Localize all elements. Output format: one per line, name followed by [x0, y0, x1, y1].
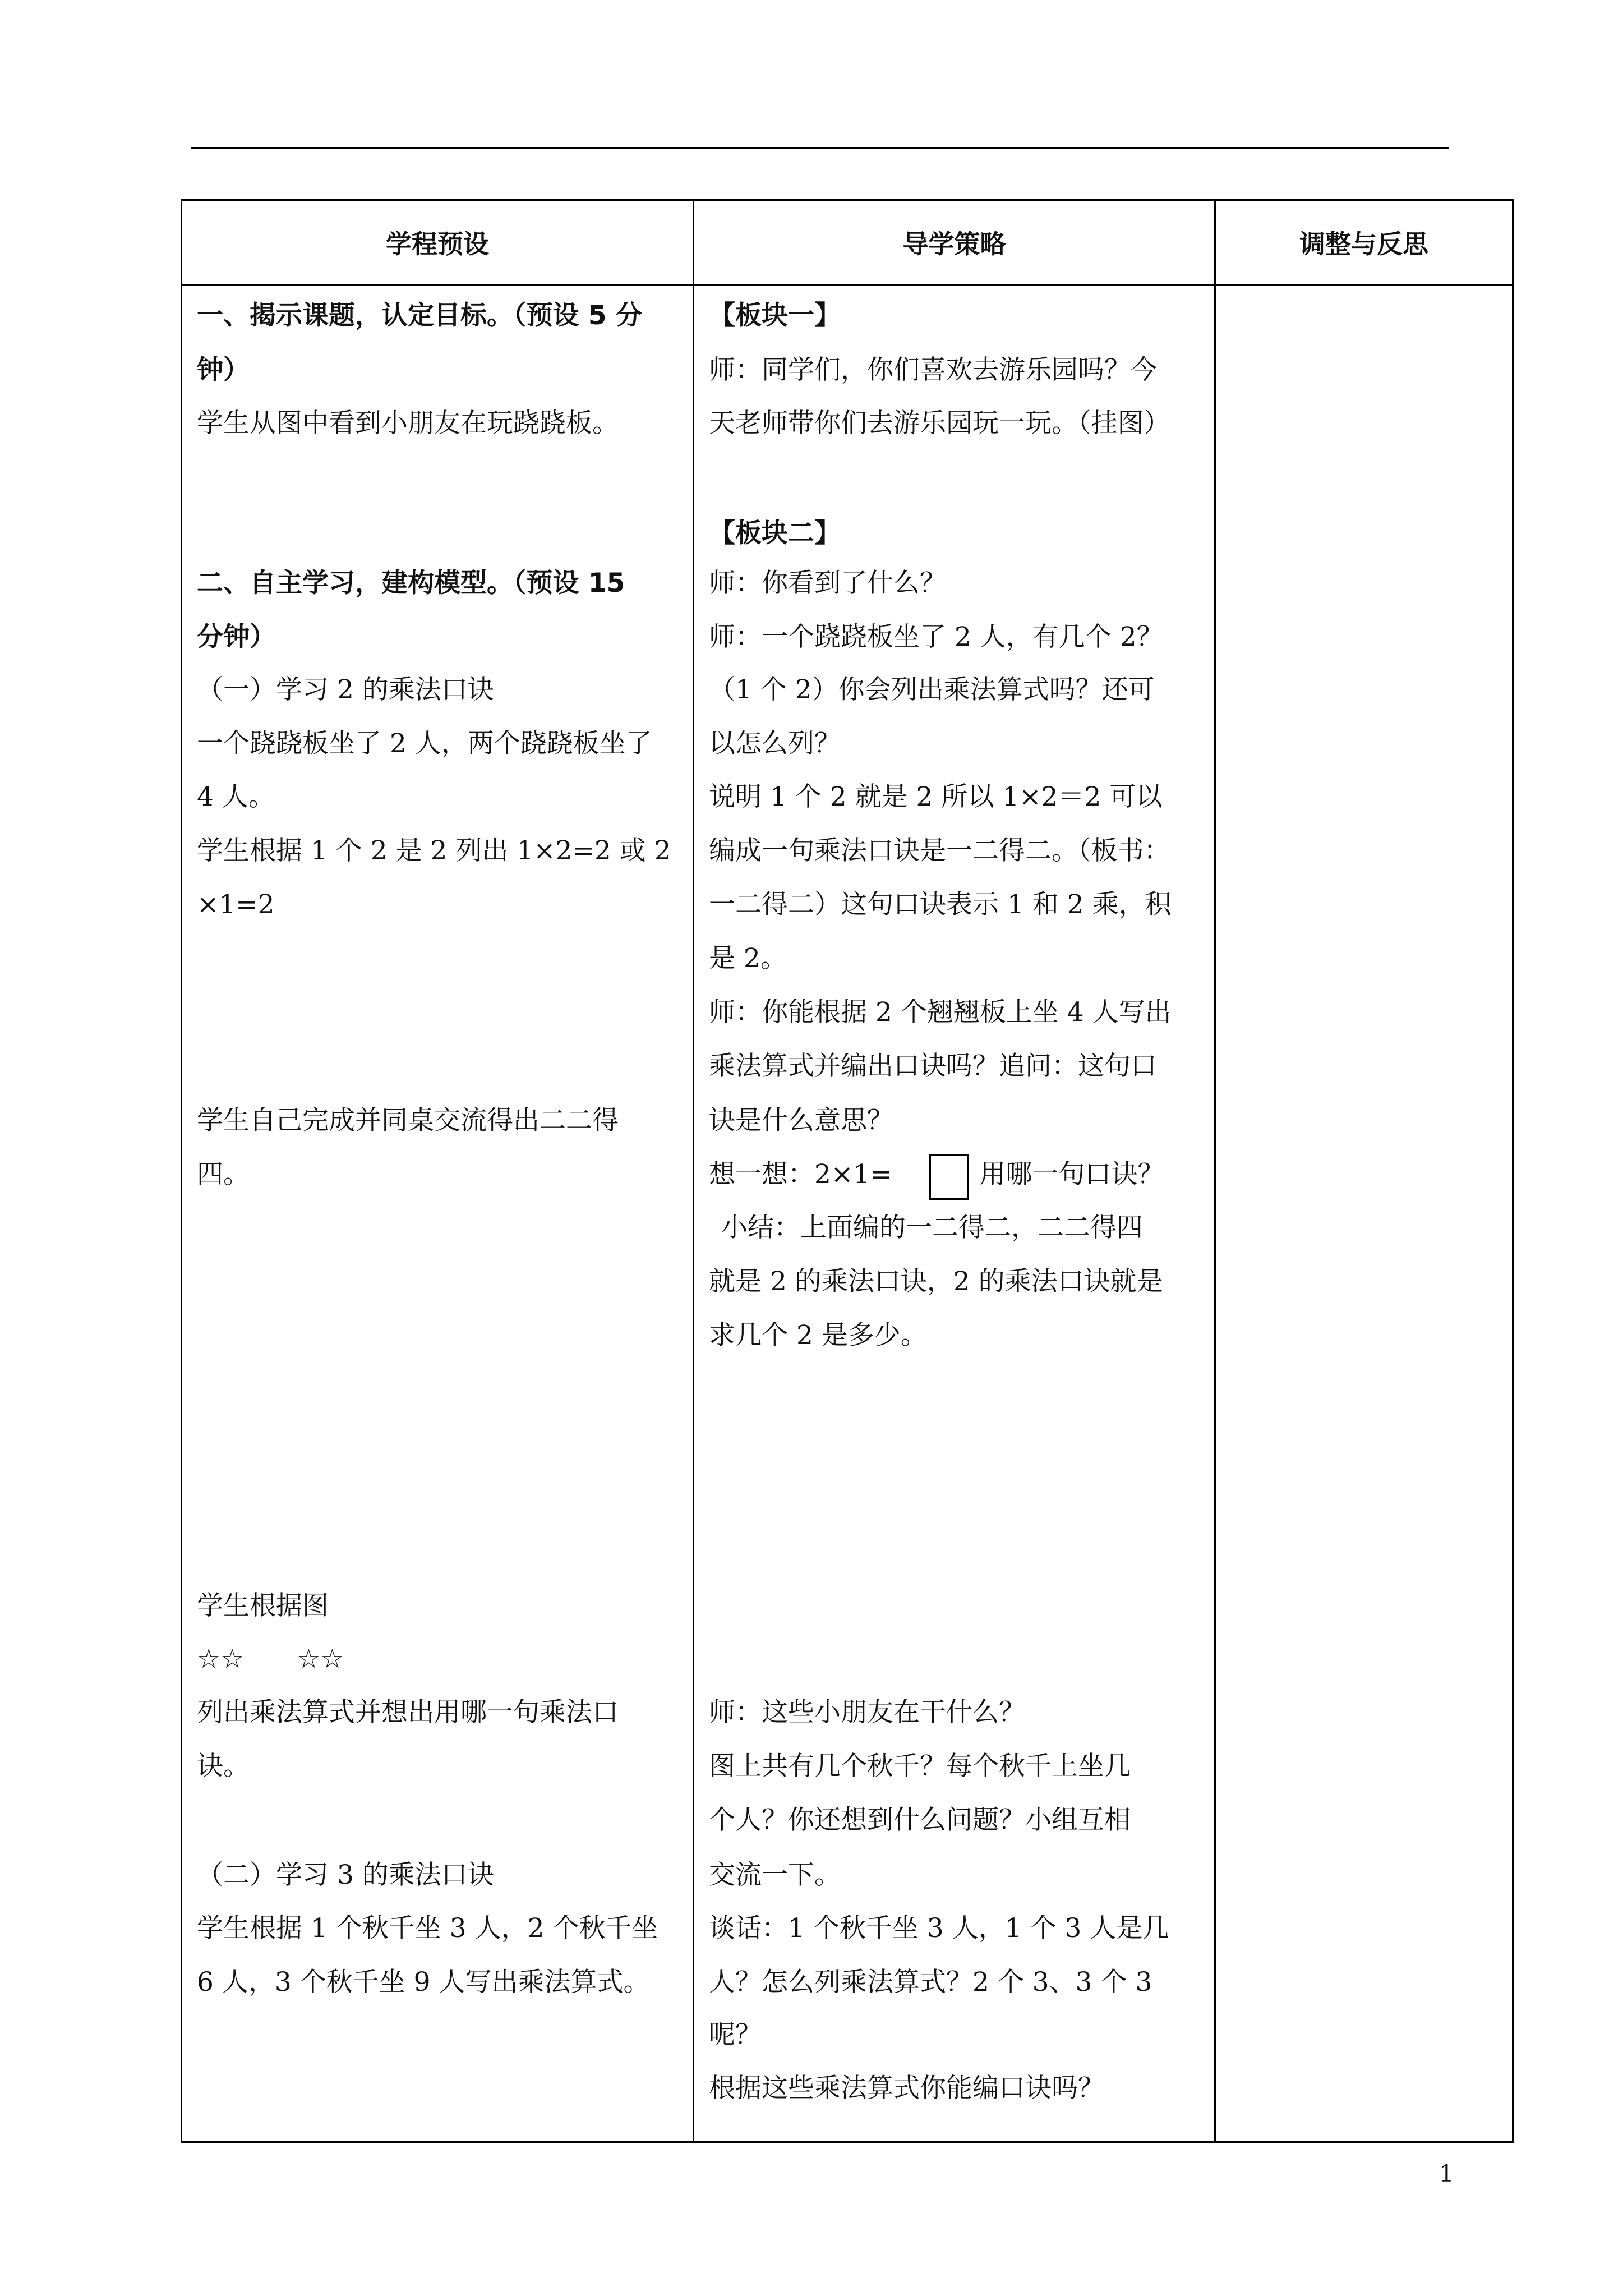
strategy-line: 个人？你还想到什么问题？小组互相 [709, 1805, 1131, 1835]
learning-preset-cell [182, 285, 694, 2142]
preset-line: ×1=2 [197, 889, 275, 920]
strategy-line: 说明 1 个 2 就是 2 所以 1×2＝2 可以 [709, 781, 1163, 812]
header-guidance-strategy: 导学策略 [694, 200, 1215, 285]
strategy-line: 【板块一】 [709, 300, 841, 331]
preset-line: ☆☆ ☆☆ [197, 1644, 344, 1674]
preset-line: 分钟） [197, 622, 276, 652]
page-number: 1 [1439, 2160, 1454, 2187]
table-header-row [182, 200, 1513, 285]
strategy-line: 呢？ [709, 2019, 762, 2050]
preset-line: 一个跷跷板坐了 2 人，两个跷跷板坐了 [197, 728, 652, 759]
strategy-line: 求几个 2 是多少。 [709, 1320, 927, 1351]
preset-line: 四。 [197, 1159, 250, 1190]
strategy-line: 【板块二】 [709, 518, 841, 549]
preset-line: 学生自己完成并同桌交流得出二二得 [197, 1105, 619, 1136]
preset-line: 学生从图中看到小朋友在玩跷跷板。 [197, 408, 619, 439]
strategy-line: 师：你看到了什么？ [709, 568, 946, 599]
strategy-line: 根据这些乘法算式你能编口诀吗？ [709, 2073, 1104, 2104]
preset-line: 学生根据 1 个秋千坐 3 人，2 个秋千坐 [197, 1913, 658, 1944]
strategy-line: 一二得二）这句口诀表示 1 和 2 乘，积 [709, 889, 1172, 920]
header-learning-preset: 学程预设 [182, 200, 694, 285]
preset-line: 诀。 [197, 1751, 250, 1782]
preset-line: 6 人，3 个秋千坐 9 人写出乘法算式。 [197, 1967, 650, 1998]
strategy-line: 师：一个跷跷板坐了 2 人，有几个 2？ [709, 622, 1163, 652]
strategy-line: 谈话：1 个秋千坐 3 人，1 个 3 人是几 [709, 1913, 1169, 1944]
preset-line: 列出乘法算式并想出用哪一句乘法口 [197, 1697, 619, 1728]
preset-line: （一）学习 2 的乘法口诀 [197, 674, 494, 705]
preset-line: 学生根据 1 个 2 是 2 列出 1×2=2 或 2 [197, 835, 671, 866]
preset-line: 一、揭示课题，认定目标。（预设 5 分 [197, 300, 642, 331]
header-rule [191, 147, 1449, 149]
strategy-line: 天老师带你们去游乐园玩一玩。（挂图） [709, 408, 1170, 439]
preset-line: 二、自主学习，建构模型。（预设 15 [197, 568, 625, 599]
strategy-line: 诀是什么意思？ [709, 1105, 893, 1136]
strategy-line: 以怎么列？ [709, 728, 841, 759]
preset-line: 学生根据图 [197, 1590, 329, 1621]
strategy-line: 人？怎么列乘法算式？2 个 3、3 个 3 [709, 1967, 1152, 1998]
strategy-line: 是 2。 [709, 943, 787, 974]
preset-line: 钟） [197, 355, 250, 385]
table-body-row [182, 285, 1513, 2142]
strategy-line: 图上共有几个秋千？每个秋千上坐几 [709, 1751, 1131, 1782]
preset-line: 4 人。 [197, 781, 275, 812]
strategy-line: （1 个 2）你会列出乘法算式吗？还可 [709, 674, 1155, 705]
lesson-plan-table [181, 199, 1514, 2143]
strategy-line: 师：这些小朋友在干什么？ [709, 1697, 1025, 1728]
adjust-reflect-cell [1215, 285, 1513, 2142]
guidance-strategy-cell [694, 285, 1215, 2142]
strategy-line: 想一想：2×1= 用哪一句口诀？ [709, 1159, 1164, 1190]
strategy-line: 编成一句乘法口诀是一二得二。（板书： [709, 835, 1170, 866]
strategy-line: 就是 2 的乘法口诀，2 的乘法口诀就是 [709, 1266, 1163, 1297]
strategy-line: 交流一下。 [709, 1860, 841, 1890]
preset-line: （二）学习 3 的乘法口诀 [197, 1860, 494, 1890]
strategy-line: 师：你能根据 2 个翘翘板上坐 4 人写出 [709, 997, 1172, 1028]
strategy-line: 小结：上面编的一二得二，二二得四 [721, 1212, 1143, 1243]
strategy-line: 师：同学们，你们喜欢去游乐园吗？今 [709, 355, 1157, 385]
header-adjust-reflect: 调整与反思 [1215, 200, 1513, 285]
strategy-line: 乘法算式并编出口诀吗？追问：这句口 [709, 1051, 1157, 1082]
